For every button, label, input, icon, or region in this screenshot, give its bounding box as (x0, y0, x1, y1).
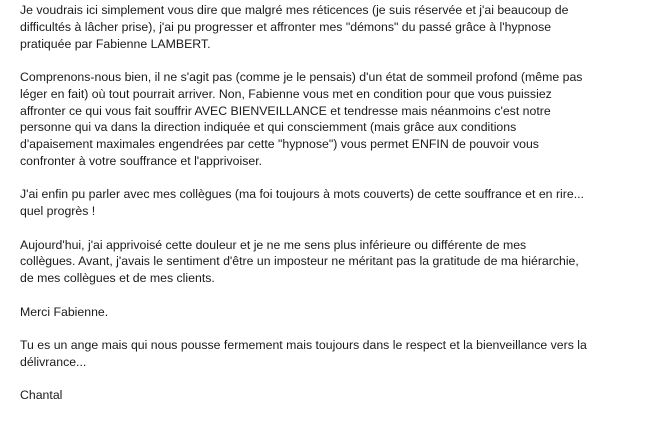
text-line: Aujourd'hui, j'ai apprivoisé cette douleur et je ne me sens plus inférieure ou différente de mes (20, 237, 527, 252)
text-line: Je voudrais ici simplement vous dire que malgré mes réticences (je suis réservée et j'ai beaucoup de (20, 3, 569, 17)
paragraph-today (20, 237, 642, 287)
paragraph-explanation (20, 69, 642, 170)
paragraph-intro (20, 2, 642, 52)
signature (20, 387, 642, 404)
text-line: Merci Fabienne. (20, 304, 109, 319)
text-line: Comprenons-nous bien, il ne s'agit pas (comme je le pensais) d'un état de sommeil profond (même pas (20, 70, 583, 84)
paragraph-progress (20, 186, 642, 220)
testimonial-document (20, 2, 642, 421)
text-line: confronter à votre souffrance et l'apprivoiser. (20, 153, 263, 168)
text-line: difficultés à lâcher prise), j'ai pu progresser et affronter mes "démons" du passé grâce à l'hypnose (20, 19, 552, 34)
paragraph-angel (20, 337, 642, 371)
text-line: Tu es un ange mais qui nous pousse fermement mais toujours dans le respect et la bienveillance vers la (20, 338, 587, 352)
text-line: délivrance... (20, 354, 87, 369)
signature-name: Chantal (20, 388, 63, 403)
text-line: pratiquée par Fabienne LAMBERT. (20, 36, 211, 51)
text-line: personne qui va dans la direction indiquée et qui consciemment (mais grâce aux conditions (20, 120, 517, 135)
text-line: J'ai enfin pu parler avec mes collègues (ma foi toujours à mots couverts) de cette souffrance et en rire... (20, 187, 584, 202)
text-line: léger en fait) où tout pourrait arriver. Non, Fabienne vous met en condition pour que vous puissiez (20, 86, 552, 101)
text-line: collègues. Avant, j'avais le sentiment d'être un imposteur ne méritant pas la gratitude de ma hiérarchie, (20, 254, 579, 269)
paragraph-thanks (20, 304, 642, 321)
text-line: de mes collègues et de mes clients. (20, 271, 215, 285)
text-line: quel progrès ! (20, 204, 96, 218)
text-line: d'apaisement maximales engendrées par cette "hypnose") vous permet ENFIN de pouvoir vous (20, 137, 539, 151)
text-line: affronter ce qui vous fait souffrir AVEC BIENVEILLANCE et tendresse mais néanmoins c'est notre (20, 103, 551, 118)
